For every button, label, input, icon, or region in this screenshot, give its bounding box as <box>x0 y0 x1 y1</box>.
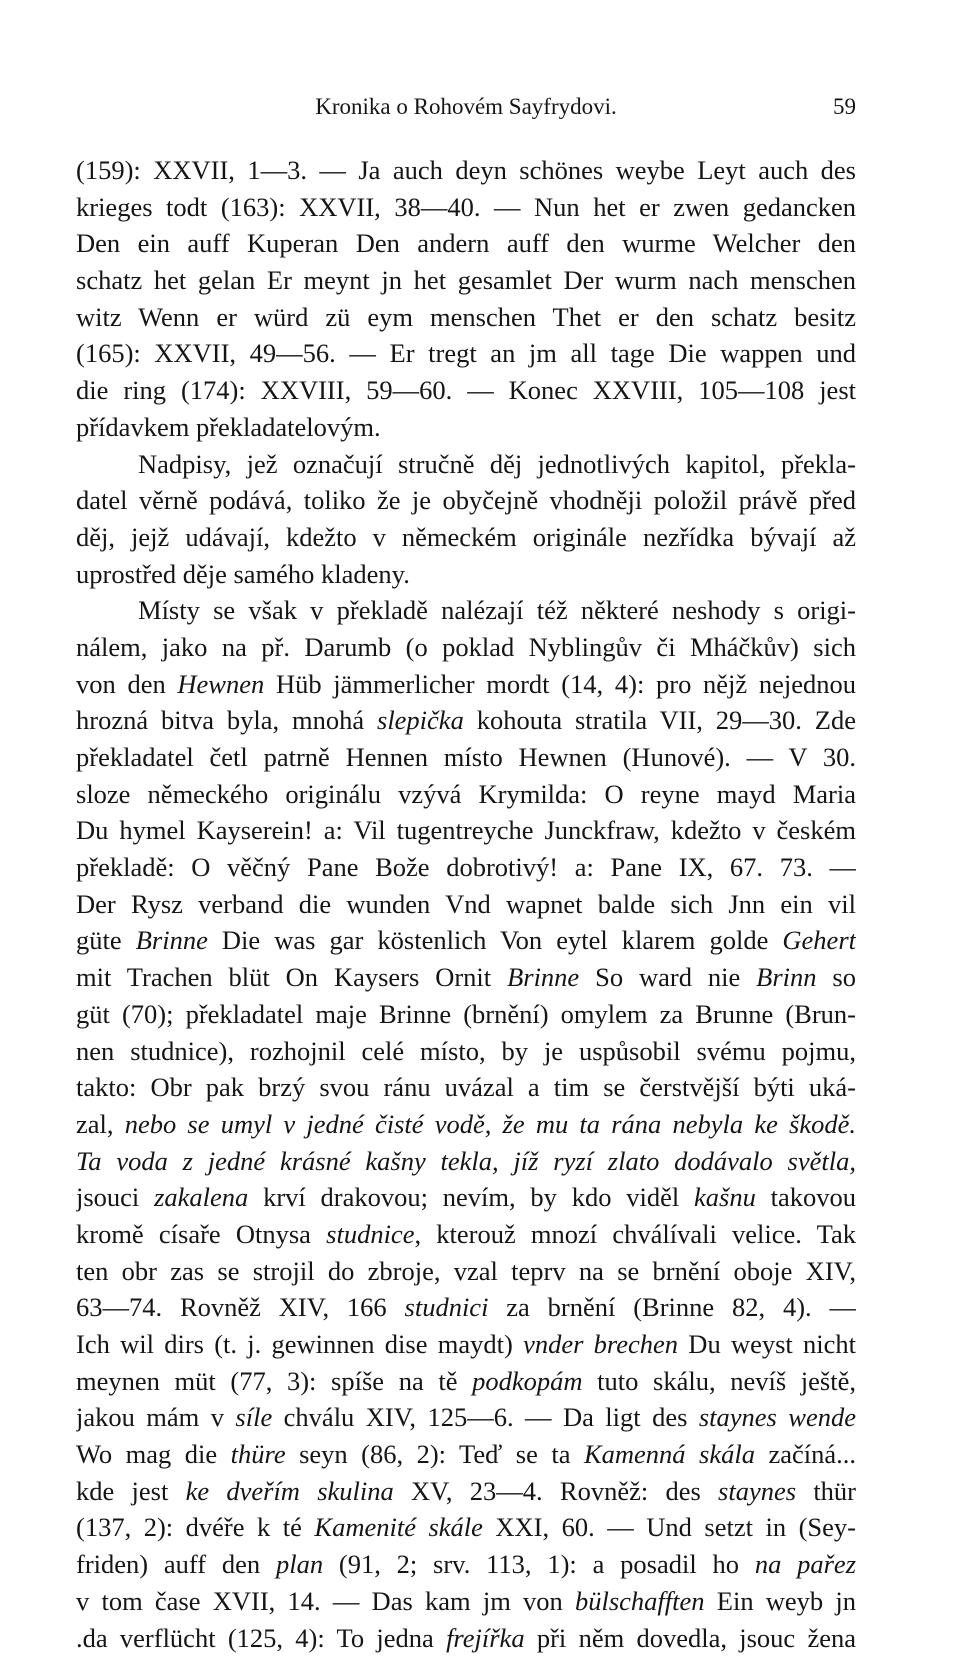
running-title: Kronika o Rohovém Sayfrydovi. <box>76 92 856 122</box>
text-line: witz Wenn er würd zü eym menschen Thet er den schatz besitz <box>76 299 856 336</box>
italic-text: nebo se umyl v jedné čisté vodě, že mu ta rána nebyla ke škodě. <box>125 1109 856 1139</box>
text-line: güte Brinne Die was gar köstenlich Von eytel klarem golde Gehert <box>76 922 856 959</box>
italic-text: studnice <box>326 1219 414 1249</box>
text-line <box>76 1143 856 1180</box>
italic-text: Kamenná skála <box>584 1439 755 1469</box>
italic-text: kašnu <box>694 1182 756 1212</box>
italic-text: studnici <box>405 1292 489 1322</box>
italic-text: Ta voda z jedné krásné kašny tekla, jíž ryzí zlato dodávalo světla, <box>76 1146 856 1176</box>
italic-text: Hewnen <box>177 669 264 699</box>
text-line: Der Rysz verband die wunden Vnd wapnet balde sich Jnn ein vil <box>76 886 856 923</box>
text-line: meynen müt (77, 3): spíše na tě podkopám tuto skálu, nevíš ještě, <box>76 1363 856 1400</box>
italic-text: Brinne <box>136 925 208 955</box>
text-line: kde jest ke dveřím skulina XV, 23—4. Rovněž: des staynes thür <box>76 1473 856 1510</box>
italic-text: frejířka <box>446 1623 525 1653</box>
text-line: uprostřed děje samého kladeny. <box>76 556 856 593</box>
text-line: Ich wil dirs (t. j. gewinnen dise maydt) vnder brechen Du weyst nicht <box>76 1326 856 1363</box>
text-line: (159): XXVII, 1—3. — Ja auch deyn schönes weybe Leyt auch des <box>76 152 856 189</box>
italic-text: staynes <box>718 1476 796 1506</box>
text-line: 63—74. Rovněž XIV, 166 studnici za brnění (Brinne 82, 4). — <box>76 1289 856 1326</box>
page-number: 59 <box>833 92 856 122</box>
text-line: mit Trachen blüt On Kaysers Ornit Brinne So ward nie Brinn so <box>76 959 856 996</box>
body-text <box>76 152 856 1656</box>
italic-text: slepička <box>377 705 464 735</box>
text-line: přídavkem překladatelovým. <box>76 409 856 446</box>
italic-text: bülschafften <box>575 1586 705 1616</box>
text-line: Nadpisy, jež označují stručně děj jednotlivých kapitol, překla- <box>76 446 856 483</box>
text-line: krieges todt (163): XXVII, 38—40. — Nun het er zwen gedancken <box>76 189 856 226</box>
italic-text: Gehert <box>782 925 856 955</box>
italic-text: vnder brechen <box>523 1329 678 1359</box>
italic-text: ke dveřím skulina <box>186 1476 394 1506</box>
text-line: Den ein auff Kuperan Den andern auff den wurme Welcher den <box>76 225 856 262</box>
text-line: nen studnice), rozhojnil celé místo, by je uspůsobil svému pojmu, <box>76 1033 856 1070</box>
text-line: takto: Obr pak brzý svou ránu uvázal a tim se čerstvější býti uká- <box>76 1069 856 1106</box>
text-line: die ring (174): XXVIII, 59—60. — Konec XXVIII, 105—108 jest <box>76 372 856 409</box>
italic-text: Kamenité skále <box>314 1512 483 1542</box>
text-line: zal, nebo se umyl v jedné čisté vodě, že mu ta rána nebyla ke škodě. <box>76 1106 856 1143</box>
text-line: hrozná bitva byla, mnohá slepička kohouta stratila VII, 29—30. Zde <box>76 702 856 739</box>
italic-text: zakalena <box>154 1182 248 1212</box>
text-line: překladě: O věčný Pane Bože dobrotivý! a: Pane IX, 67. 73. — <box>76 849 856 886</box>
italic-text: plan <box>276 1549 323 1579</box>
text-line: sloze německého originálu vzývá Krymilda: O reyne mayd Maria <box>76 776 856 813</box>
italic-text: na pařez <box>755 1549 856 1579</box>
text-line: güt (70); překladatel maje Brinne (brnění) omylem za Brunne (Brun- <box>76 996 856 1033</box>
text-line: děj, jejž udávají, kdežto v německém originále nezřídka bývají až <box>76 519 856 556</box>
italic-text: síle <box>235 1402 272 1432</box>
text-line: překladatel četl patrně Hennen místo Hewnen (Hunové). — V 30. <box>76 739 856 776</box>
italic-text: staynes wende <box>699 1402 856 1432</box>
text-line: Du hymel Kayserein! a: Vil tugentreyche Junckfraw, kdežto v českém <box>76 812 856 849</box>
text-line: datel věrně podává, toliko že je obyčejně vhodněji položil právě před <box>76 482 856 519</box>
text-line: (137, 2): dvéře k té Kamenité skále XXI, 60. — Und setzt in (Sey- <box>76 1509 856 1546</box>
text-line: Místy se však v překladě nalézají též některé neshody s origi- <box>76 592 856 629</box>
text-line: .da verflücht (125, 4): To jedna frejířka při něm dovedla, jsouc žena <box>76 1620 856 1656</box>
text-line: schatz het gelan Er meynt jn het gesamlet Der wurm nach menschen <box>76 262 856 299</box>
text-line: v tom čase XVII, 14. — Das kam jm von bülschafften Ein weyb jn <box>76 1583 856 1620</box>
text-line: (165): XXVII, 49—56. — Er tregt an jm all tage Die wappen und <box>76 335 856 372</box>
italic-text: Brinne <box>507 962 579 992</box>
text-line: ten obr zas se strojil do zbroje, vzal teprv na se brnění oboje XIV, <box>76 1253 856 1290</box>
text-line: nálem, jako na př. Darumb (o poklad Nyblingův či Mháčkův) sich <box>76 629 856 666</box>
text-line: von den Hewnen Hüb jämmerlicher mordt (14, 4): pro nějž nejednou <box>76 666 856 703</box>
text-line: jsouci zakalena krví drakovou; nevím, by kdo viděl kašnu takovou <box>76 1179 856 1216</box>
text-line: Wo mag die thüre seyn (86, 2): Teď se ta Kamenná skála začíná... <box>76 1436 856 1473</box>
italic-text: thüre <box>231 1439 286 1469</box>
italic-text: podkopám <box>472 1366 582 1396</box>
text-line: kromě císaře Otnysa studnice, kterouž mnozí chválívali velice. Tak <box>76 1216 856 1253</box>
text-line: jakou mám v síle chválu XIV, 125—6. — Da ligt des staynes wende <box>76 1399 856 1436</box>
page-header <box>76 92 856 122</box>
italic-text: Brinn <box>756 962 816 992</box>
text-line: friden) auff den plan (91, 2; srv. 113, 1): a posadil ho na pařez <box>76 1546 856 1583</box>
